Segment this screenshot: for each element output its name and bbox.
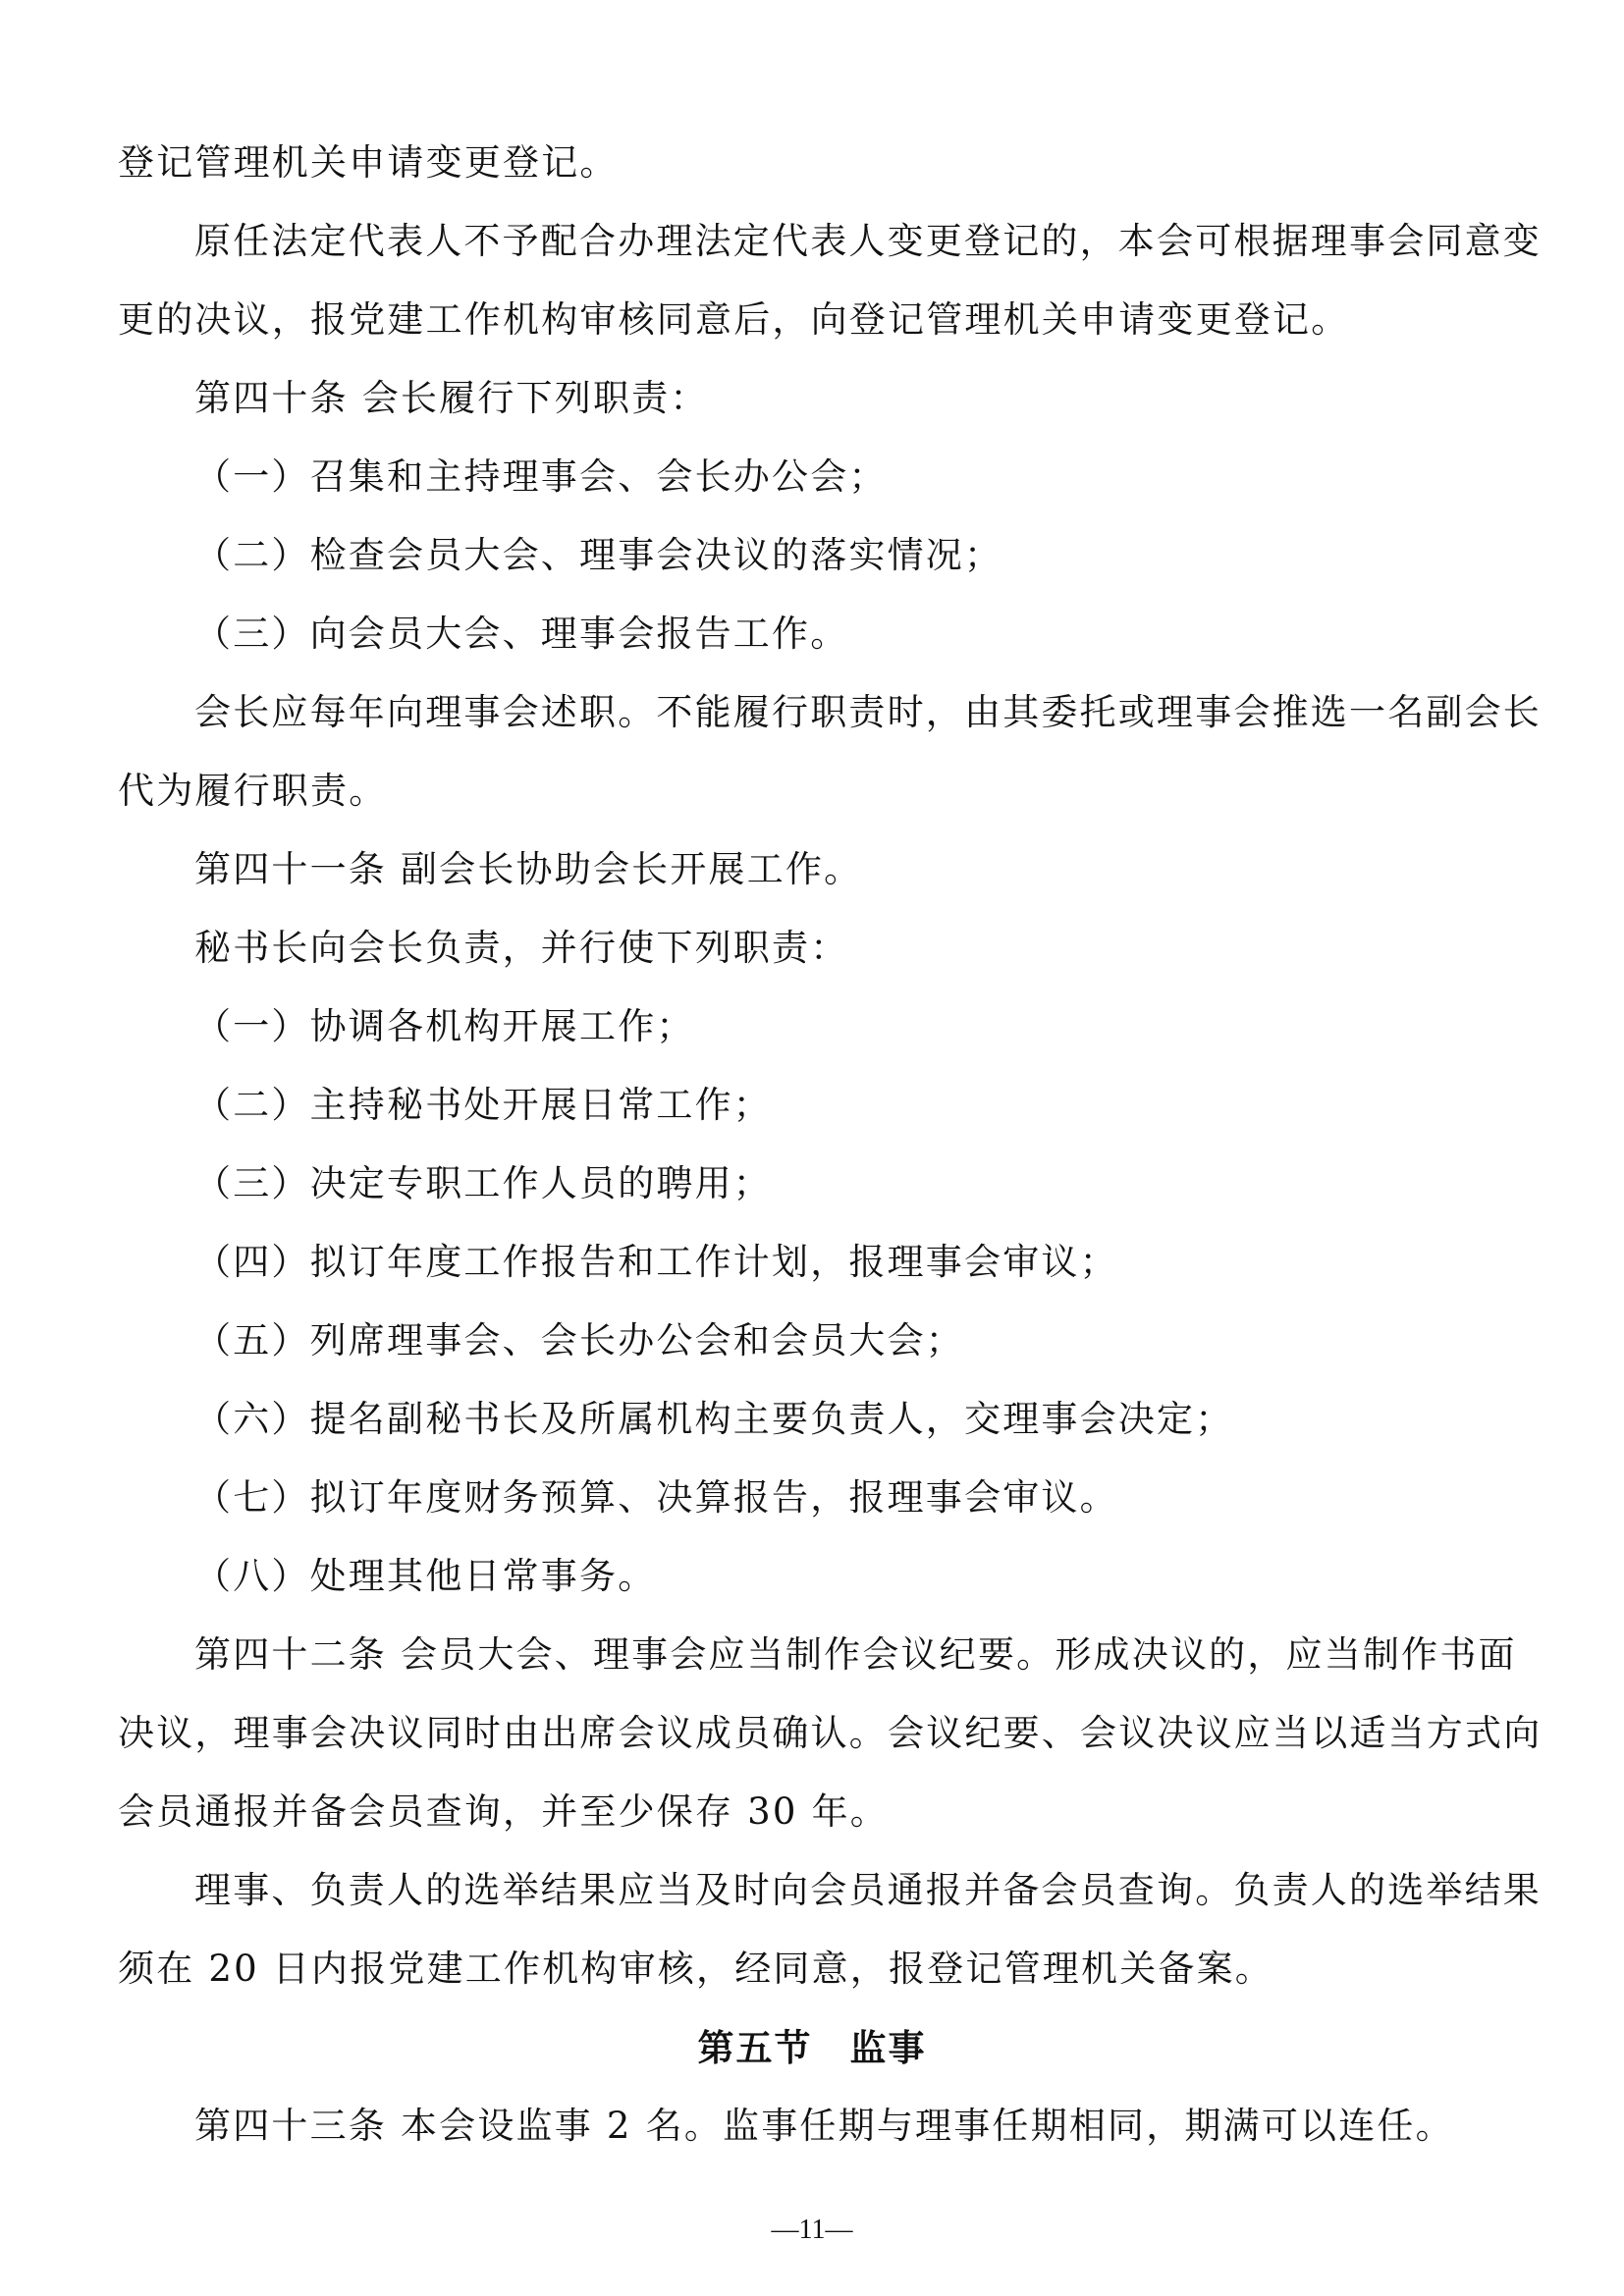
- article-41-heading: 第四十一条 副会长协助会长开展工作。: [194, 848, 863, 890]
- section-title: 监事: [849, 2026, 927, 2069]
- text-line: 理事、负责人的选举结果应当及时向会员通报并备会员查询。负责人的选举结果: [194, 1869, 1542, 1911]
- text-line: 原任法定代表人不予配合办理法定代表人变更登记的，本会可根据理事会同意变: [194, 220, 1542, 262]
- list-item: （二）检查会员大会、理事会决议的落实情况；: [194, 534, 1003, 576]
- text-line: 代为履行职责。: [118, 770, 388, 812]
- section-heading: [118, 2008, 1506, 2087]
- article-40-heading: 第四十条 会长履行下列职责：: [194, 377, 709, 419]
- text-line: 秘书长向会长负责，并行使下列职责：: [194, 927, 849, 969]
- list-item: （一）召集和主持理事会、会长办公会；: [194, 455, 888, 498]
- text-line: 会长应每年向理事会述职。不能履行职责时，由其委托或理事会推选一名副会长: [194, 691, 1542, 733]
- text-line: 会员通报并备会员查询，并至少保存 30 年。: [118, 1790, 890, 1833]
- document-body: [118, 124, 1543, 2165]
- article-43-heading: 第四十三条 本会设监事 2 名。监事任期与理事任期相同，期满可以连任。: [194, 2105, 1454, 2147]
- text-line: 登记管理机关申请变更登记。: [118, 141, 619, 184]
- list-item: （三）决定专职工作人员的聘用；: [194, 1162, 772, 1204]
- list-item: （三）向会员大会、理事会报告工作。: [194, 613, 849, 655]
- page-number: —11—: [771, 2215, 853, 2245]
- list-item: （七）拟订年度财务预算、决算报告，报理事会审议。: [194, 1476, 1118, 1519]
- list-item: （六）提名副秘书长及所属机构主要负责人，交理事会决定；: [194, 1398, 1234, 1440]
- section-number: 第五节: [697, 2026, 813, 2069]
- list-item: （五）列席理事会、会长办公会和会员大会；: [194, 1319, 964, 1362]
- list-item: （二）主持秘书处开展日常工作；: [194, 1084, 772, 1126]
- list-item: （四）拟订年度工作报告和工作计划，报理事会审议；: [194, 1241, 1118, 1283]
- list-item: （一）协调各机构开展工作；: [194, 1005, 695, 1047]
- list-item: （八）处理其他日常事务。: [194, 1555, 657, 1597]
- text-line: 须在 20 日内报党建工作机构审核，经同意，报登记管理机关备案。: [118, 1948, 1274, 1990]
- text-line: 决议，理事会决议同时由出席会议成员确认。会议纪要、会议决议应当以适当方式向: [118, 1712, 1543, 1754]
- article-42-heading: 第四十二条 会员大会、理事会应当制作会议纪要。形成决议的，应当制作书面: [194, 1633, 1517, 1676]
- text-line: 更的决议，报党建工作机构审核同意后，向登记管理机关申请变更登记。: [118, 298, 1350, 341]
